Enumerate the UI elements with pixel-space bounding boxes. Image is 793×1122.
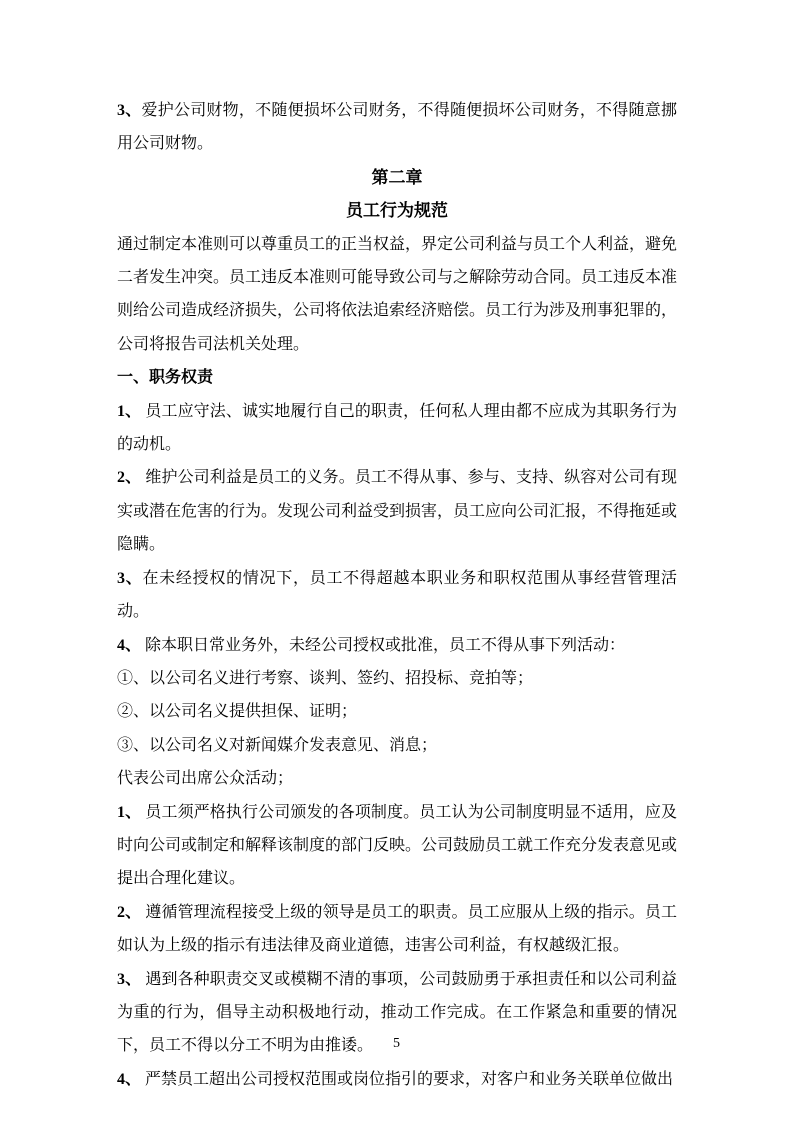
item-number: 4、 [117, 636, 146, 654]
item-number: 1、 [117, 803, 146, 821]
sublist-item: ③、以公司名义对新闻媒介发表意见、消息； [117, 736, 438, 754]
item-text: 在未经授权的情况下，员工不得超越本职业务和职权范围从事经营管理活动。 [117, 569, 677, 621]
chapter-heading: 第二章 [371, 167, 423, 187]
paragraph: 通过制定本准则可以尊重员工的正当权益，界定公司利益与员工个人利益，避免二者发生冲突。员工违反本准则可能导致公司与之解除劳动合同。员工违反本准则给公司造成经济损失，公司将依法追索经济赔偿。员工行为涉及刑事犯罪的，公司将报告司法机关处理。 [117, 235, 678, 353]
item-number: 4、 [117, 1070, 146, 1088]
item-text: 员工须严格执行公司颁发的各项制度。员工认为公司制度明显不适用，应及时向公司或制定和解释该制度的部门反映。公司鼓励员工就工作充分发表意见或提出合理化建议。 [117, 803, 678, 888]
item-number: 3、 [117, 102, 142, 119]
paragraph: 代表公司出席公众活动； [117, 770, 294, 788]
document-content [117, 94, 677, 1096]
item-number: 2、 [117, 903, 146, 921]
item-number: 3、 [117, 569, 143, 587]
page-number: 5 [393, 1036, 400, 1051]
list-item [117, 629, 677, 662]
list-item [117, 94, 677, 161]
list-item [117, 796, 677, 896]
sublist-item: ①、以公司名义进行考察、谈判、签约、招投标、竞拍等； [117, 669, 534, 687]
item-text: 爱护公司财物，不随便损坏公司财务，不得随便损坏公司财务，不得随意挪用公司财物。 [117, 102, 677, 153]
item-text: 严禁员工超出公司授权范围或岗位指引的要求，对客户和业务关联单位做出 [145, 1070, 674, 1088]
item-text: 遵循管理流程接受上级的领导是员工的职责。员工应服从上级的指示。员工如认为上级的指示有违法律及商业道德，违害公司利益，有权越级汇报。 [117, 903, 677, 955]
list-item [117, 461, 677, 561]
section-heading: 一、职务权责 [117, 369, 214, 387]
item-number: 3、 [117, 970, 146, 988]
chapter-title: 员工行为规范 [346, 201, 448, 221]
list-item [117, 1063, 677, 1096]
list-item [117, 395, 677, 462]
item-text: 维护公司利益是员工的义务。员工不得从事、参与、支持、纵容对公司有现实或潜在危害的行为。发现公司利益受到损害，员工应向公司汇报，不得拖延或隐瞒。 [117, 469, 678, 554]
item-number: 2、 [117, 469, 146, 487]
sublist-item: ②、以公司名义提供担保、证明； [117, 703, 358, 721]
item-number: 1、 [117, 402, 146, 420]
item-text: 除本职日常业务外，未经公司授权或批准，员工不得从事下列活动： [145, 636, 626, 654]
item-text: 遇到各种职责交叉或模糊不清的事项，公司鼓励勇于承担责任和以公司利益为重的行为，倡导主动积极地行动，推动工作完成。在工作紧急和重要的情况下，员工不得以分工不明为由推诿。 [117, 970, 677, 1055]
item-text: 员工应守法、诚实地履行自己的职责，任何私人理由都不应成为其职务行为的动机。 [117, 402, 677, 454]
list-item [117, 562, 677, 629]
list-item [117, 896, 677, 963]
